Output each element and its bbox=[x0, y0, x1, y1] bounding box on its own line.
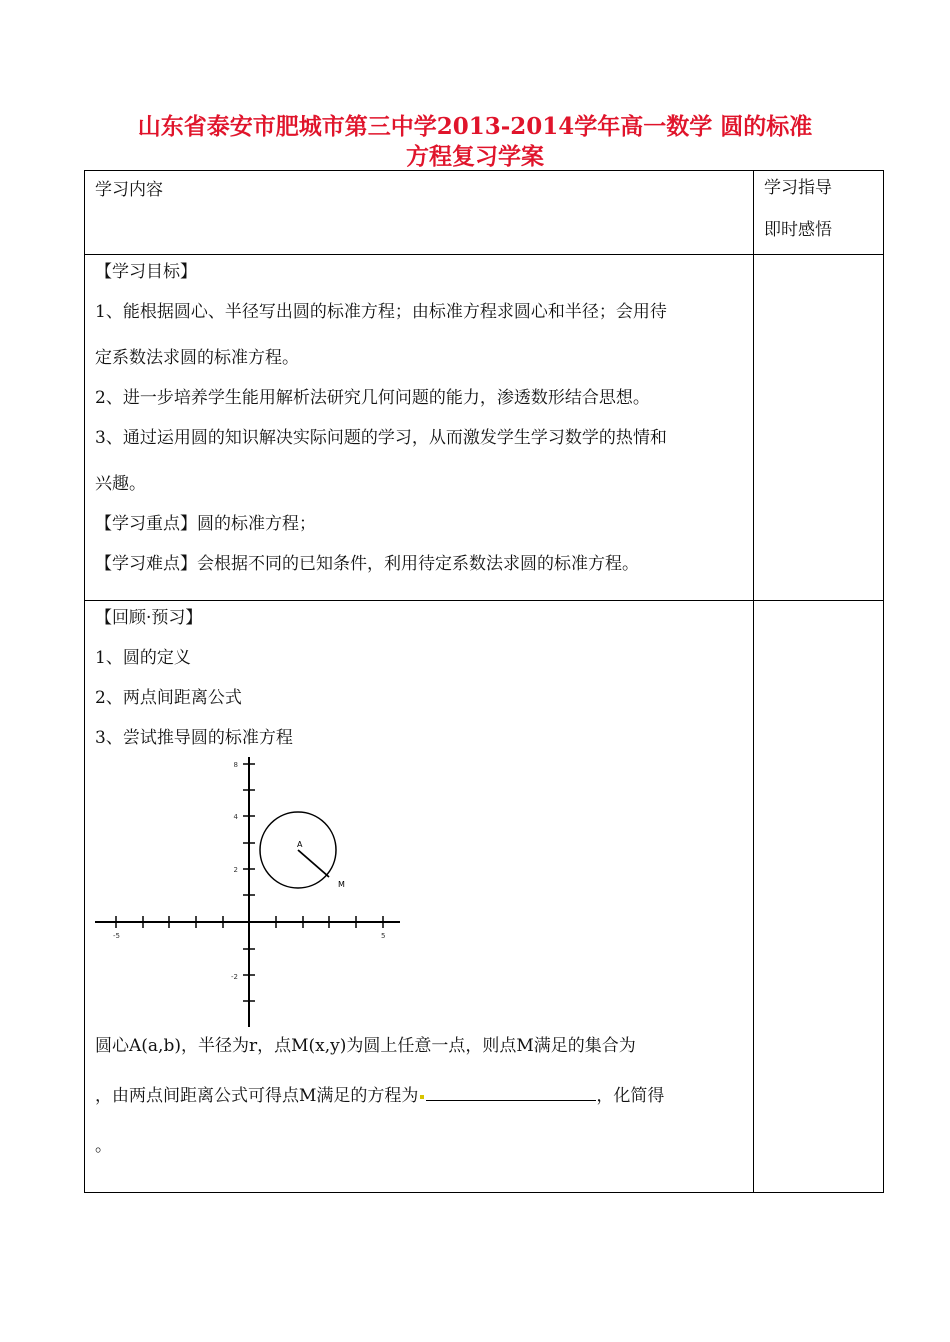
review-item-3: 3、尝试推导圆的标准方程 bbox=[95, 728, 293, 748]
objectives-guide-cell bbox=[754, 255, 884, 601]
radius-line bbox=[298, 850, 329, 877]
objectives-heading: 【学习目标】 bbox=[95, 262, 197, 282]
y-tick-label-neg2: -2 bbox=[231, 973, 238, 981]
point-m-label: M bbox=[338, 880, 345, 889]
objective-2: 2、进一步培养学生能用解析法研究几何问题的能力，渗透数形结合思想。 bbox=[95, 388, 650, 408]
review-item-1: 1、圆的定义 bbox=[95, 648, 191, 668]
difficulty: 【学习难点】会根据不同的已知条件，利用待定系数法求圆的标准方程。 bbox=[95, 554, 639, 574]
study-plan-table bbox=[84, 170, 884, 1193]
y-tick-label-4: 4 bbox=[233, 813, 238, 821]
content-header-cell bbox=[85, 171, 754, 255]
objective-3a: 3、通过运用圆的知识解决实际问题的学习，从而激发学生学习数学的热情和 bbox=[95, 428, 667, 448]
y-tick-label-2: 2 bbox=[233, 866, 238, 874]
answer-blank[interactable] bbox=[426, 1084, 596, 1101]
document-title bbox=[60, 112, 890, 172]
review-paragraph-2 bbox=[95, 1083, 743, 1109]
reflect-label: 即时感悟 bbox=[764, 220, 832, 240]
review-paragraph-3: 。 bbox=[95, 1136, 112, 1156]
y-tick-label-8: 8 bbox=[233, 761, 238, 769]
guide-label: 学习指导 bbox=[764, 178, 832, 198]
header-row bbox=[85, 171, 884, 255]
review-cell bbox=[85, 601, 754, 1193]
objective-1a: 1、能根据圆心、半径写出圆的标准方程；由标准方程求圆心和半径；会用待 bbox=[95, 302, 667, 322]
title-line-2: 方程复习学案 bbox=[406, 143, 544, 170]
review-item-2: 2、两点间距离公式 bbox=[95, 688, 242, 708]
paragraph-2-start: ，由两点间距离公式可得点M满足的方程为 bbox=[95, 1086, 419, 1106]
review-heading: 【回顾·预习】 bbox=[95, 608, 203, 628]
review-guide-cell bbox=[754, 601, 884, 1193]
x-tick-label-neg5: -5 bbox=[113, 932, 120, 940]
highlight-mark bbox=[420, 1095, 424, 1099]
paragraph-2-end: ，化简得 bbox=[596, 1086, 665, 1106]
title-line-1: 山东省泰安市肥城市第三中学2013-2014学年高一数学 圆的标准 bbox=[137, 113, 813, 140]
key-point: 【学习重点】圆的标准方程； bbox=[95, 514, 316, 534]
objectives-row bbox=[85, 255, 884, 601]
content-label: 学习内容 bbox=[95, 180, 163, 200]
objective-3b: 兴趣。 bbox=[95, 474, 146, 494]
guide-header-cell bbox=[754, 171, 884, 255]
circle-figure bbox=[95, 755, 425, 1027]
x-tick-label-5: 5 bbox=[381, 932, 386, 940]
objectives-cell bbox=[85, 255, 754, 601]
center-label: A bbox=[297, 840, 303, 849]
review-paragraph-1: 圆心A(a,b)，半径为r，点M(x,y)为圆上任意一点，则点M满足的集合为 bbox=[95, 1036, 636, 1056]
coordinate-plot bbox=[95, 755, 425, 1027]
review-row bbox=[85, 601, 884, 1193]
objective-1b: 定系数法求圆的标准方程。 bbox=[95, 348, 299, 368]
